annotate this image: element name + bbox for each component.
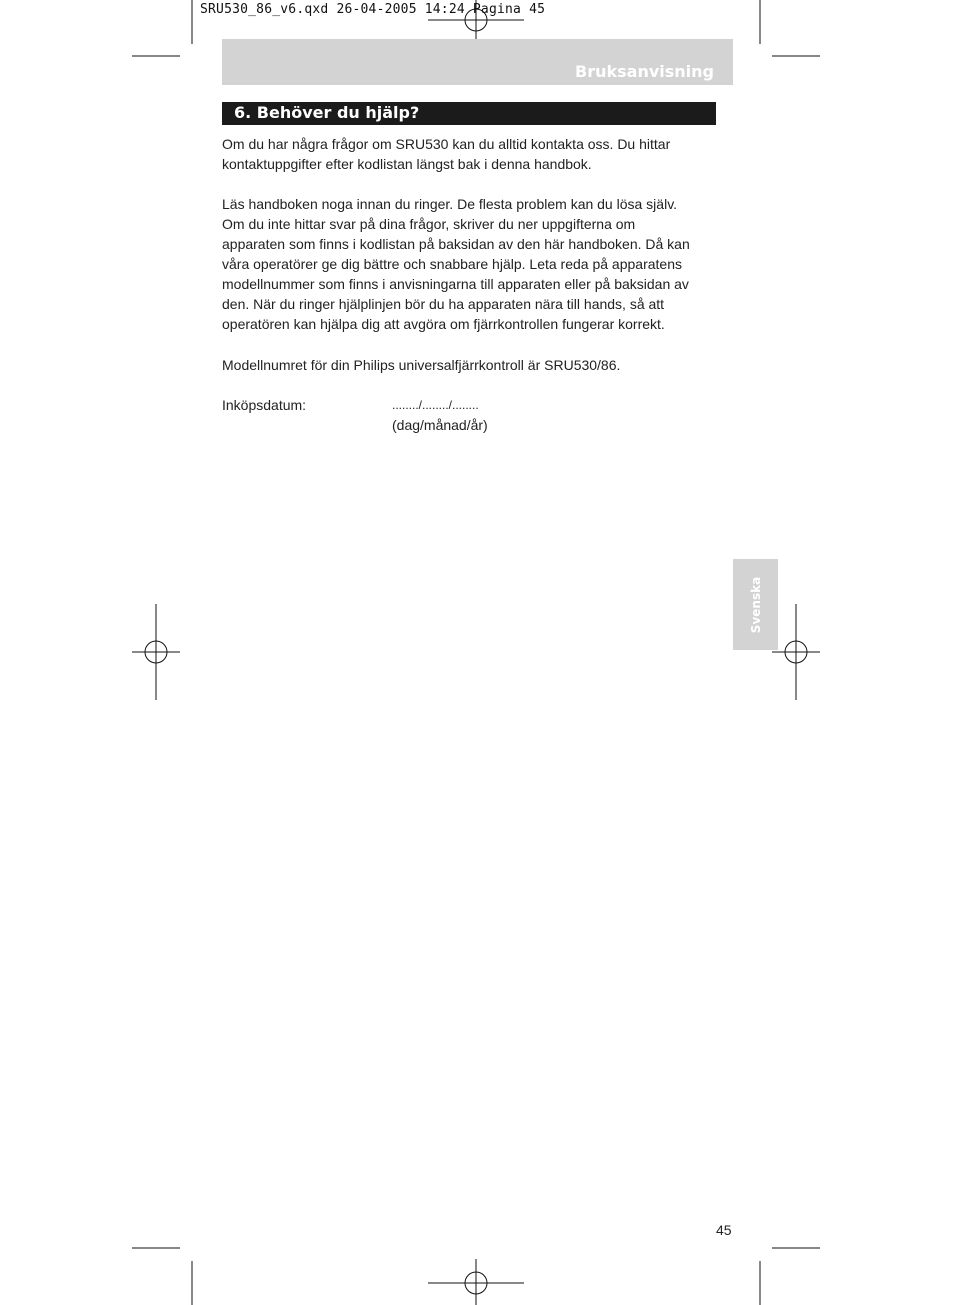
paragraph-instructions: Läs handboken noga innan du ringer. De flesta problem kan du lösa själv. Om du inte hittar svar på dina frågor, skriver du ner uppgifterna om apparaten som finns i kodlistan på baksidan av den här handboken. Då kan våra operatörer ge dig bättre och snabbare hjälp. Leta reda på apparatens modellnummer som finns i anvisningarna till apparaten eller på baksidan av den. När du ringer hjälplinjen bör du ha apparaten nära till hands, så att operatören kan hjälpa dig att avgöra om fjärrkontrollen fungerar korrekt. xyxy=(222,196,690,332)
paragraph-contact: Om du har några frågor om SRU530 kan du alltid kontakta oss. Du hittar kontaktuppgifter efter kodlistan längst bak i denna handbok. xyxy=(222,136,671,172)
section-title: 6. Behöver du hjälp? xyxy=(234,103,420,122)
paragraph-model-number: Modellnumret för din Philips universalfjärrkontroll är SRU530/86. xyxy=(222,357,621,373)
print-slug-line: SRU530_86_v6.qxd 26-04-2005 14:24 Pagina 45 xyxy=(200,2,546,17)
language-label: Svenska xyxy=(748,576,763,633)
language-side-tab xyxy=(733,559,778,650)
header-band xyxy=(222,39,733,85)
purchase-date-format: (dag/månad/år) xyxy=(392,417,488,433)
page-number: 45 xyxy=(716,1222,732,1238)
purchase-date-placeholder: ......../......../........ xyxy=(392,398,479,412)
purchase-date-label: Inköpsdatum: xyxy=(222,397,307,413)
section-heading-bar xyxy=(222,102,716,125)
header-title: Bruksanvisning xyxy=(575,62,714,81)
